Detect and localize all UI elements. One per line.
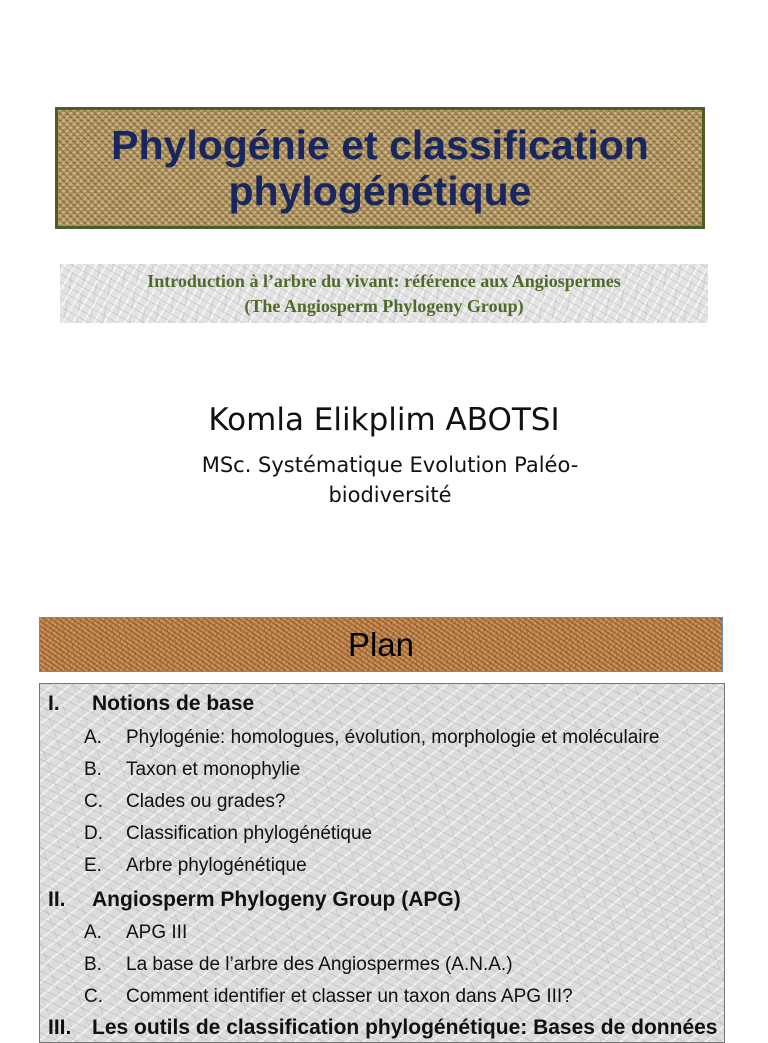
item-label: Phylogénie: homologues, évolution, morphologie et moléculaire bbox=[126, 727, 660, 748]
title-box bbox=[55, 107, 705, 229]
subtitle-line-2: (The Angiosperm Phylogeny Group) bbox=[244, 295, 524, 316]
item-letter: D. bbox=[84, 823, 103, 844]
degree-line-1: MSc. Systématique Evolution Paléo- bbox=[201, 453, 579, 477]
plan-item bbox=[84, 823, 372, 845]
item-label: Clades ou grades? bbox=[126, 791, 286, 812]
author-name: Komla Elikplim ABOTSI bbox=[208, 402, 560, 438]
item-label: APG III bbox=[126, 922, 188, 943]
section-label: Angiosperm Phylogeny Group (APG) bbox=[92, 888, 461, 911]
section-label: Notions de base bbox=[92, 692, 255, 715]
item-label: Taxon et monophylie bbox=[126, 759, 301, 780]
item-letter: A. bbox=[84, 727, 102, 748]
item-letter: C. bbox=[84, 791, 103, 812]
item-letter: E. bbox=[84, 855, 102, 876]
plan-section-2 bbox=[48, 888, 461, 912]
title-line-1: Phylogénie et classification bbox=[111, 122, 649, 168]
plan-item bbox=[84, 759, 300, 781]
plan-title: Plan bbox=[347, 625, 415, 663]
item-letter: B. bbox=[84, 759, 102, 780]
subtitle-box bbox=[60, 264, 708, 323]
item-label: Arbre phylogénétique bbox=[126, 855, 307, 876]
plan-item bbox=[84, 855, 307, 877]
section-number: I. bbox=[48, 692, 60, 715]
plan-section-3 bbox=[48, 1016, 718, 1040]
item-label: La base de l’arbre des Angiospermes (A.N.A.) bbox=[126, 954, 513, 975]
plan-body bbox=[39, 683, 725, 1043]
title-line-2: phylogénétique bbox=[228, 168, 532, 214]
plan-item bbox=[84, 954, 513, 976]
item-letter: B. bbox=[84, 954, 102, 975]
subtitle-line-1: Introduction à l’arbre du vivant: référence aux Angiospermes bbox=[147, 270, 621, 291]
plan-item bbox=[84, 791, 286, 813]
section-number: III. bbox=[48, 1016, 72, 1039]
item-label: Classification phylogénétique bbox=[126, 823, 373, 844]
degree-line-2: biodiversité bbox=[328, 483, 452, 507]
section-number: II. bbox=[48, 888, 66, 911]
author-degree bbox=[160, 450, 620, 510]
plan-item bbox=[84, 986, 573, 1008]
item-letter: C. bbox=[84, 986, 103, 1007]
plan-item bbox=[84, 727, 659, 749]
item-letter: A. bbox=[84, 922, 102, 943]
plan-section-1 bbox=[48, 692, 254, 716]
plan-item bbox=[84, 922, 187, 944]
section-label: Les outils de classification phylogénétique: Bases de données bbox=[92, 1016, 718, 1039]
item-label: Comment identifier et classer un taxon dans APG III? bbox=[126, 986, 573, 1007]
plan-header bbox=[39, 617, 723, 672]
